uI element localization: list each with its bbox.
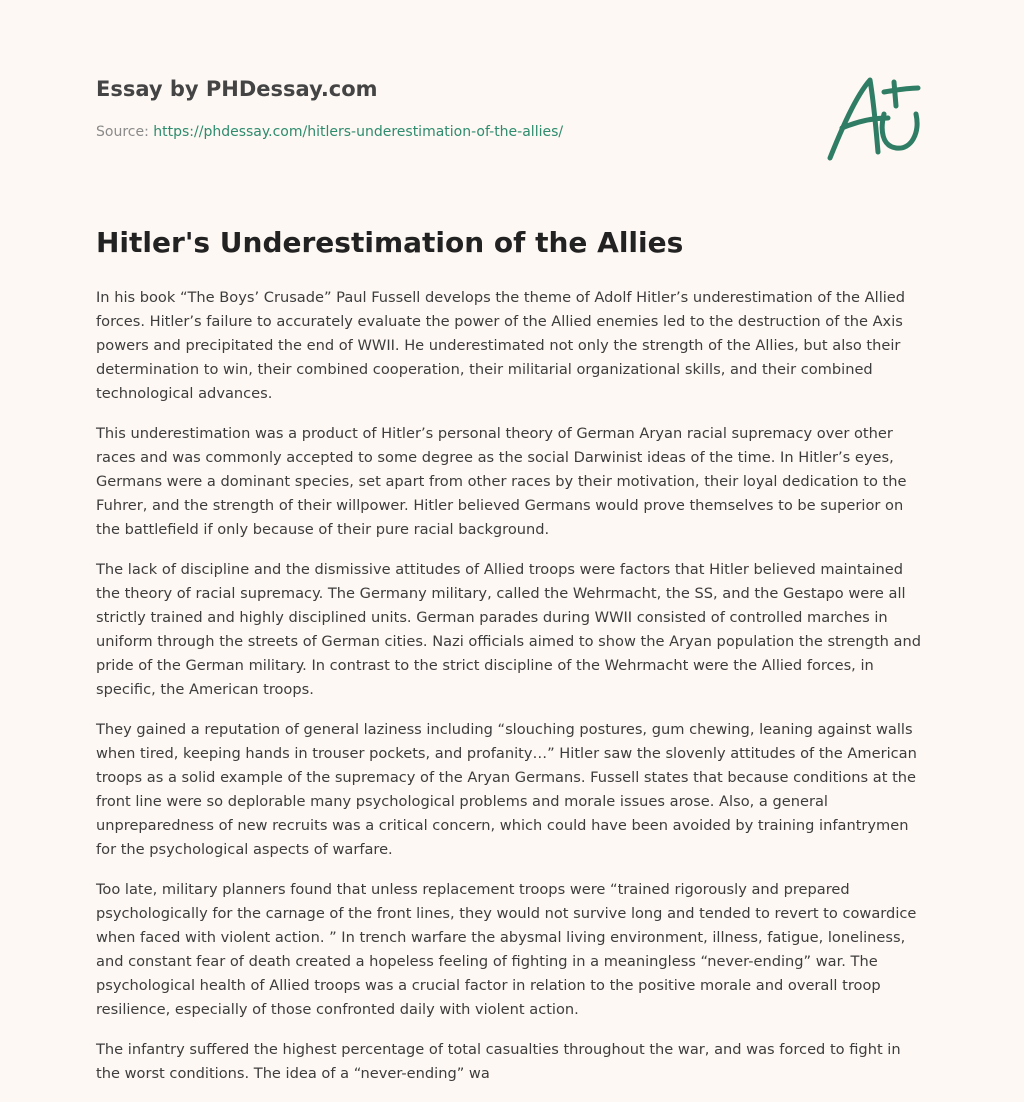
essay-paragraph: Too late, military planners found that unless replacement troops were “trained rigorously and prepared psychologically for the carnage of the front lines, they would not survive long and tended to revert to cowardice when faced with violent action. ” In trench warfare the abysmal living environment, illness, fatigue, loneliness, and constant fear of death created a hopeless feeling of fighting in a meaningless “never-ending” war. The psychological health of Allied troops was a crucial factor in relation to the positive morale and overall troop resilience, especially of those confronted daily with violent action. bbox=[96, 881, 917, 1018]
essay-paragraph: This underestimation was a product of Hitler’s personal theory of German Aryan racial supremacy over other races and was commonly accepted to some degree as the social Darwinist ideas of the time. In Hitler’s eyes, Germans were a dominant species, set apart from other races by their motivation, their loyal dedication to the Fuhrer, and the strength of their willpower. Hitler believed Germans would prove themselves to be superior on the battlefield if only because of their pure racial background. bbox=[96, 425, 907, 538]
site-title: Essay by PHDessay.com bbox=[96, 77, 378, 101]
source-line bbox=[96, 124, 563, 140]
essay-paragraph: The lack of discipline and the dismissive attitudes of Allied troops were factors that Hitler believed maintained the theory of racial supremacy. The Germany military, called the Wehrmacht, the SS, and the Gestapo were all strictly trained and highly disciplined units. German parades during WWII consisted of controlled marches in uniform through the streets of German cities. Nazi officials aimed to show the Aryan population the strength and pride of the German military. In contrast to the strict discipline of the Wehrmacht were the Allied forces, in specific, the American troops. bbox=[96, 561, 922, 698]
a-plus-logo-icon bbox=[822, 66, 926, 166]
essay-body bbox=[96, 286, 928, 1102]
essay-paragraph: The infantry suffered the highest percentage of total casualties throughout the war, and was forced to fight in the worst conditions. The idea of a “never-ending” wa bbox=[96, 1041, 901, 1082]
source-label: Source: bbox=[96, 124, 154, 140]
essay-paragraph: They gained a reputation of general laziness including “slouching postures, gum chewing, leaning against walls when tired, keeping hands in trouser pockets, and profanity…” Hitler saw the slovenly attitudes of the American troops as a solid example of the supremacy of the Aryan Germans. Fussell states that because conditions at the front line were so deplorable many psychological problems and morale issues arose. Also, a general unpreparedness of new recruits was a critical concern, which could have been avoided by training infantrymen for the psychological aspects of warfare. bbox=[96, 721, 917, 858]
essay-paragraph: In his book “The Boys’ Crusade” Paul Fussell develops the theme of Adolf Hitler’s underestimation of the Allied forces. Hitler’s failure to accurately evaluate the power of the Allied enemies led to the destruction of the Axis powers and precipitated the end of WWII. He underestimated not only the strength of the Allies, but also their determination to win, their combined cooperation, their militarial organizational skills, and their combined technological advances. bbox=[96, 289, 906, 402]
essay-title: Hitler's Underestimation of the Allies bbox=[96, 226, 684, 259]
source-link[interactable]: https://phdessay.com/hitlers-underestimation-of-the-allies/ bbox=[153, 124, 564, 140]
